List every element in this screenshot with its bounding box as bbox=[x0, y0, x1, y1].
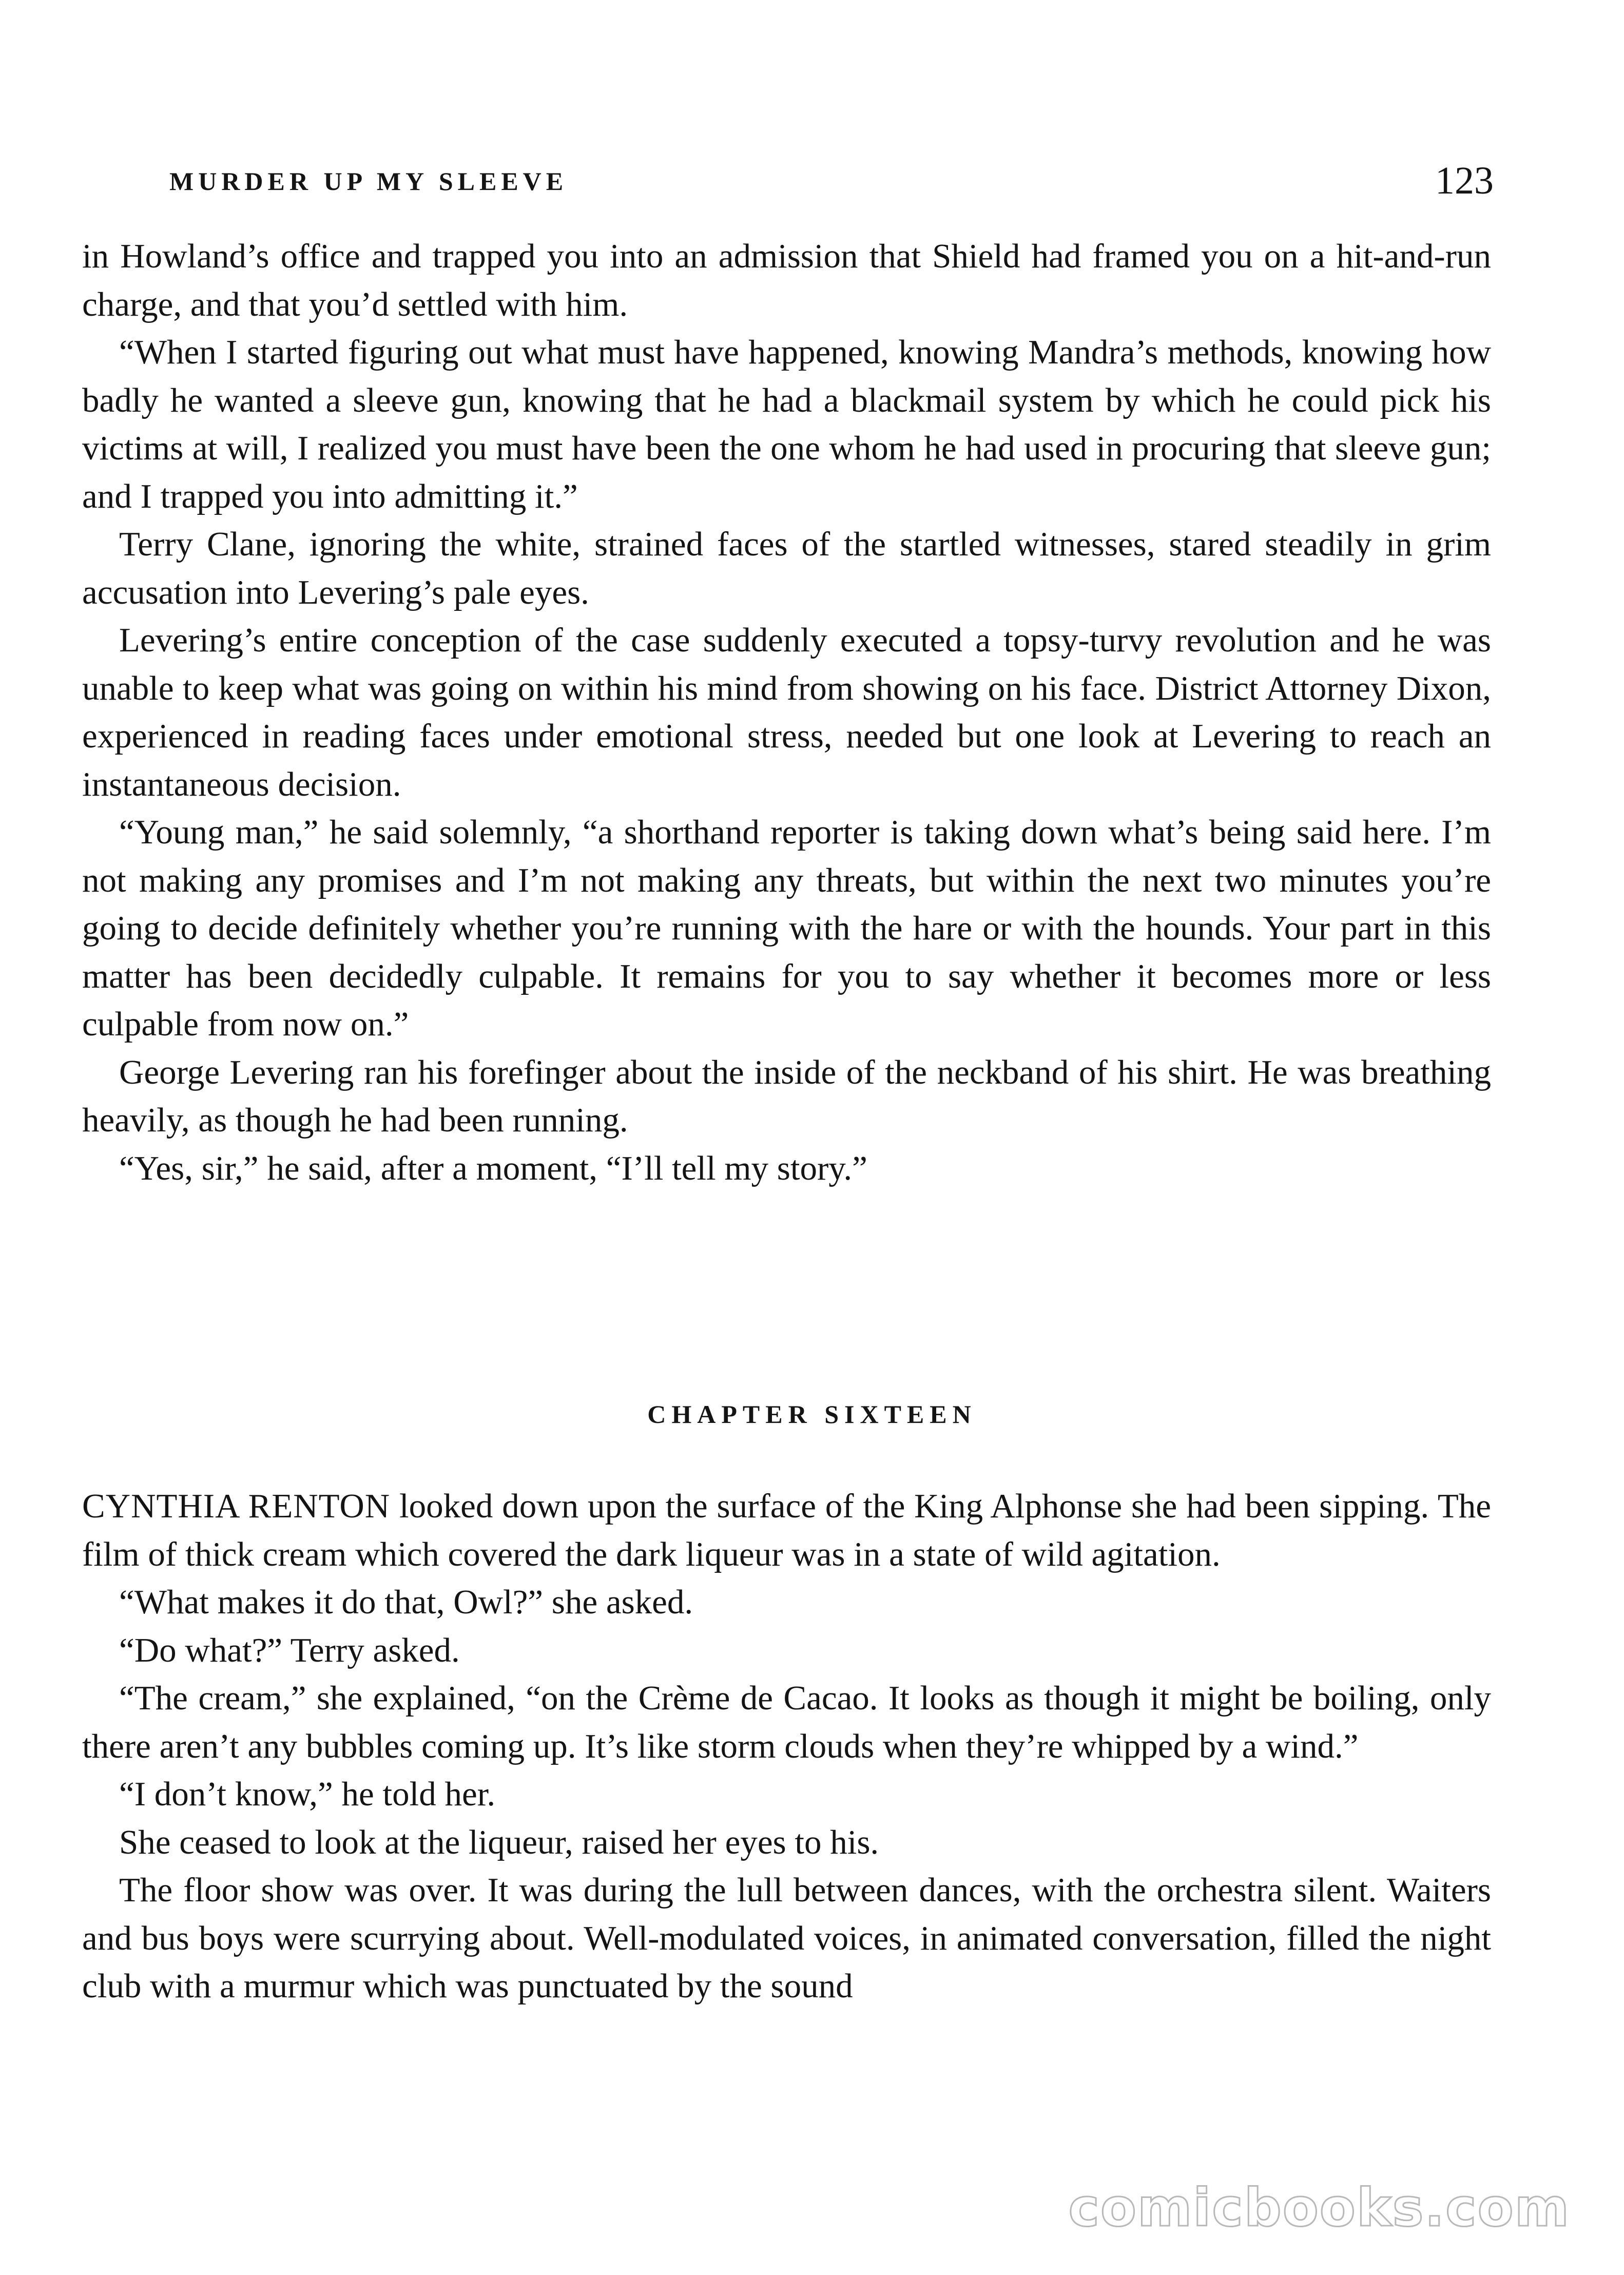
book-title: MURDER UP MY SLEEVE bbox=[169, 167, 568, 196]
paragraph: “What makes it do that, Owl?” she asked. bbox=[119, 1583, 693, 1621]
text-block-before-chapter bbox=[82, 233, 1491, 1192]
paragraph: “The cream,” she explained, “on the Crème de Cacao. It looks as though it might be boiling, only there aren’t any bubbles coming up. It’s like storm clouds when they’re whipped by a wind.” bbox=[82, 1679, 1491, 1765]
paragraph: George Levering ran his forefinger about the inside of the neckband of his shirt. He was breathing heavily, as though he had been running. bbox=[82, 1053, 1491, 1139]
paragraph: Terry Clane, ignoring the white, strained faces of the startled witnesses, stared steadily in grim accusation into Levering’s pale eyes. bbox=[82, 525, 1491, 611]
opening-caps: CYNTHIA RENTON bbox=[82, 1487, 391, 1525]
paragraph: “Young man,” he said solemnly, “a shorthand reporter is taking down what’s being said here. I’m not making any promises and I’m not making any threats, but within the next two minutes you’re going to decide definitely whether you’re running with the hare or with the hounds. Your part in this matter has been decidedly culpable. It remains for you to say whether it becomes more or less culpable from now on.” bbox=[82, 813, 1491, 1043]
running-head bbox=[169, 159, 1494, 204]
page-number: 123 bbox=[1435, 159, 1494, 202]
text-block-chapter bbox=[82, 1482, 1491, 2011]
watermark: comicbooks.com bbox=[1068, 2177, 1570, 2239]
chapter-opening-paragraph bbox=[82, 1482, 1491, 1578]
paragraph: The floor show was over. It was during the lull between dances, with the orchestra silent. Waiters and bus boys were scurrying about. Well-modulated voices, in animated conversation, filled the night club with a murmur which was punctuated by the sound bbox=[82, 1871, 1491, 2005]
paragraph: She ceased to look at the liqueur, raised her eyes to his. bbox=[119, 1823, 879, 1861]
paragraph: Levering’s entire conception of the case suddenly executed a topsy-turvy revolution and he was unable to keep what was going on within his mind from showing on his face. District Attorney Dixon, experienced in reading faces under emotional stress, needed but one look at Levering to reach an instantaneous decision. bbox=[82, 621, 1491, 803]
paragraph: “I don’t know,” he told her. bbox=[119, 1775, 496, 1813]
paragraph: “Do what?” Terry asked. bbox=[119, 1631, 460, 1669]
chapter-heading: CHAPTER SIXTEEN bbox=[647, 1400, 977, 1429]
paragraph: “When I started figuring out what must have happened, knowing Mandra’s methods, knowing how badly he wanted a sleeve gun, knowing that he had a blackmail system by which he could pick his victims at will, I realized you must have been the one whom he had used in procuring that sleeve gun; and I trapped you into admitting it.” bbox=[82, 333, 1491, 515]
paragraph: in Howland’s office and trapped you into an admission that Shield had framed you on a hit-and-run charge, and that you’d settled with him. bbox=[82, 237, 1491, 323]
paragraph: “Yes, sir,” he said, after a moment, “I’ll tell my story.” bbox=[119, 1149, 867, 1187]
opening-text: looked down upon the surface of the King Alphonse she had been sipping. The film of thick cream which covered the dark liqueur was in a state of wild agitation. bbox=[82, 1487, 1491, 1573]
